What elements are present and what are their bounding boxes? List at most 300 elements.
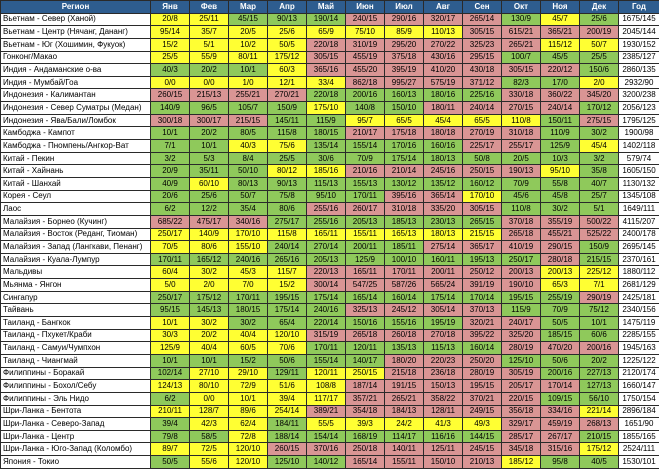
month-cell: 150/11: [541, 114, 580, 127]
month-cell: 250/17: [151, 228, 190, 241]
month-cell: 30/2: [541, 203, 580, 216]
month-cell: 200/13: [541, 266, 580, 279]
month-cell: 365/21: [541, 26, 580, 39]
region-cell: Малайзия - Восток (Реданг, Тиоман): [1, 228, 151, 241]
month-cell: 30/2: [190, 266, 229, 279]
month-cell: 371/12: [463, 76, 502, 89]
month-cell: 245/16: [424, 165, 463, 178]
year-total-cell: 1530/101: [619, 456, 659, 469]
month-cell: 305/15: [502, 64, 541, 77]
year-total-cell: 2385/127: [619, 51, 659, 64]
month-cell: 175/12: [268, 51, 307, 64]
region-cell: Гонконг/Макао: [1, 51, 151, 64]
month-cell: 29/10: [229, 367, 268, 380]
month-cell: 240/14: [463, 102, 502, 115]
month-cell: 140/8: [346, 102, 385, 115]
month-cell: 215/18: [385, 367, 424, 380]
month-cell: 150/6: [580, 64, 619, 77]
month-cell: 280/19: [463, 367, 502, 380]
month-cell: 109/15: [541, 392, 580, 405]
month-cell: 10/2: [229, 38, 268, 51]
month-cell: 225/12: [580, 266, 619, 279]
month-cell: 80/13: [229, 177, 268, 190]
month-cell: 685/22: [151, 215, 190, 228]
month-cell: 140/11: [385, 443, 424, 456]
year-total-cell: 1900/98: [619, 127, 659, 140]
month-cell: 27/10: [190, 367, 229, 380]
month-cell: 35/8: [580, 165, 619, 178]
month-cell: 358/22: [424, 392, 463, 405]
month-cell: 205/17: [502, 380, 541, 393]
month-cell: 220/15: [502, 392, 541, 405]
month-cell: 225/16: [463, 89, 502, 102]
month-cell: 290/16: [385, 13, 424, 26]
month-cell: 165/13: [385, 228, 424, 241]
month-cell: 150/16: [346, 317, 385, 330]
month-cell: 305/19: [502, 367, 541, 380]
region-cell: Филиппины - Бохол/Себу: [1, 380, 151, 393]
month-cell: 80/6: [190, 241, 229, 254]
month-cell: 62/4: [229, 418, 268, 431]
month-cell: 10/3: [541, 152, 580, 165]
month-cell: 410/19: [502, 241, 541, 254]
month-cell: 265/18: [346, 329, 385, 342]
column-header-month: Авг: [424, 1, 463, 14]
month-cell: 5/0: [151, 279, 190, 292]
month-cell: 79/8: [151, 430, 190, 443]
region-cell: Таиланд - Самуи/Чумпхон: [1, 342, 151, 355]
month-cell: 270/18: [424, 329, 463, 342]
month-cell: 325/20: [502, 329, 541, 342]
year-total-cell: 2056/123: [619, 102, 659, 115]
month-cell: 220/14: [307, 317, 346, 330]
month-cell: 250/15: [346, 367, 385, 380]
month-cell: 254/14: [268, 405, 307, 418]
region-cell: Тайвань: [1, 304, 151, 317]
month-cell: 325/13: [346, 304, 385, 317]
month-cell: 165/11: [346, 266, 385, 279]
month-cell: 45/7: [541, 13, 580, 26]
month-cell: 310/19: [346, 38, 385, 51]
month-cell: 140/17: [346, 354, 385, 367]
month-cell: 305/15: [307, 51, 346, 64]
month-cell: 265/15: [463, 215, 502, 228]
month-cell: 55/6: [190, 456, 229, 469]
month-cell: 25/5: [151, 51, 190, 64]
month-cell: 80/5: [229, 127, 268, 140]
table-row: [1, 165, 659, 178]
month-cell: 200/16: [541, 367, 580, 380]
month-cell: 240/16: [229, 253, 268, 266]
year-total-cell: 1880/112: [619, 266, 659, 279]
month-cell: 65/9: [307, 26, 346, 39]
region-cell: Сингапур: [1, 291, 151, 304]
month-cell: 96/5: [190, 102, 229, 115]
month-cell: 300/17: [190, 114, 229, 127]
column-header-month: Апр: [268, 1, 307, 14]
table-row: [1, 418, 659, 431]
region-cell: Китай - Хайнань: [1, 165, 151, 178]
month-cell: 60/3: [268, 64, 307, 77]
year-total-cell: 3200/238: [619, 89, 659, 102]
month-cell: 195/13: [463, 253, 502, 266]
table-row: [1, 405, 659, 418]
month-cell: 7/0: [229, 279, 268, 292]
month-cell: 210/13: [463, 456, 502, 469]
month-cell: 862/18: [346, 76, 385, 89]
month-cell: 210/15: [580, 430, 619, 443]
month-cell: 310/18: [502, 127, 541, 140]
year-total-cell: 2860/135: [619, 64, 659, 77]
month-cell: 70/9: [541, 304, 580, 317]
month-cell: 129/11: [268, 367, 307, 380]
month-cell: 150/10: [385, 102, 424, 115]
month-cell: 547/25: [346, 279, 385, 292]
month-cell: 175/14: [385, 152, 424, 165]
column-header-year: Год: [619, 1, 659, 14]
month-cell: 150/9: [268, 102, 307, 115]
month-cell: 315/19: [307, 329, 346, 342]
month-cell: 20/2: [190, 64, 229, 77]
month-cell: 160/13: [385, 89, 424, 102]
month-cell: 180/20: [385, 354, 424, 367]
month-cell: 200/11: [424, 266, 463, 279]
column-header-region: Регион: [1, 1, 151, 14]
month-cell: 110/13: [424, 26, 463, 39]
month-cell: 245/12: [385, 304, 424, 317]
month-cell: 20/5: [502, 152, 541, 165]
year-total-cell: 2285/155: [619, 329, 659, 342]
month-cell: 365/14: [424, 190, 463, 203]
month-cell: 305/14: [424, 304, 463, 317]
header-row: [1, 1, 659, 14]
year-total-cell: 2120/174: [619, 367, 659, 380]
month-cell: 70/9: [346, 152, 385, 165]
month-cell: 2/0: [580, 76, 619, 89]
month-cell: 265/18: [502, 228, 541, 241]
month-cell: 120/10: [229, 443, 268, 456]
month-cell: 65/3: [541, 279, 580, 292]
month-cell: 95/10: [307, 190, 346, 203]
month-cell: 265/21: [385, 392, 424, 405]
table-row: [1, 392, 659, 405]
month-cell: 0/0: [151, 76, 190, 89]
month-cell: 45/3: [229, 266, 268, 279]
month-cell: 125/9: [346, 253, 385, 266]
region-cell: Малайзия - Куала-Лумпур: [1, 253, 151, 266]
month-cell: 160/16: [424, 140, 463, 153]
month-cell: 355/19: [541, 215, 580, 228]
month-cell: 50/6: [268, 354, 307, 367]
year-total-cell: 2695/145: [619, 241, 659, 254]
year-total-cell: 1130/132: [619, 177, 659, 190]
month-cell: 255/19: [541, 291, 580, 304]
month-cell: 275/15: [580, 114, 619, 127]
month-cell: 49/3: [463, 418, 502, 431]
month-cell: 270/19: [463, 127, 502, 140]
month-cell: 250/20: [463, 354, 502, 367]
month-cell: 124/13: [151, 380, 190, 393]
month-cell: 65/5: [463, 114, 502, 127]
month-cell: 40/7: [580, 177, 619, 190]
year-total-cell: 4115/207: [619, 215, 659, 228]
month-cell: 165/11: [307, 228, 346, 241]
month-cell: 215/15: [580, 253, 619, 266]
month-cell: 268/13: [580, 418, 619, 431]
month-cell: 145/11: [268, 114, 307, 127]
region-cell: Таиланд - Чиангмай: [1, 354, 151, 367]
month-cell: 145/13: [190, 304, 229, 317]
month-cell: 184/11: [268, 418, 307, 431]
month-cell: 120/10: [268, 329, 307, 342]
region-cell: Китай - Пекин: [1, 152, 151, 165]
year-total-cell: 1660/147: [619, 380, 659, 393]
table-row: [1, 51, 659, 64]
table-row: [1, 253, 659, 266]
month-cell: 249/15: [463, 405, 502, 418]
month-cell: 150/10: [424, 456, 463, 469]
column-header-month: Июн: [346, 1, 385, 14]
table-row: [1, 13, 659, 26]
month-cell: 20/9: [151, 165, 190, 178]
month-cell: 120/11: [307, 367, 346, 380]
month-cell: 40/4: [190, 342, 229, 355]
month-cell: 110/9: [541, 127, 580, 140]
month-cell: 95/14: [151, 26, 190, 39]
month-cell: 58/5: [190, 430, 229, 443]
month-cell: 125/9: [151, 342, 190, 355]
month-cell: 140/12: [307, 456, 346, 469]
month-cell: 25/11: [190, 13, 229, 26]
month-cell: 75/12: [580, 304, 619, 317]
region-cell: Вьетнам - Центр (Нячанг, Дананг): [1, 26, 151, 39]
month-cell: 250/17: [151, 291, 190, 304]
month-cell: 7/1: [580, 279, 619, 292]
month-cell: 155/14: [346, 140, 385, 153]
month-cell: 70/9: [502, 177, 541, 190]
month-cell: 330/18: [502, 89, 541, 102]
month-cell: 185/12: [502, 456, 541, 469]
year-total-cell: 2896/184: [619, 405, 659, 418]
region-cell: Шри-Ланка - Бентота: [1, 405, 151, 418]
month-cell: 42/3: [190, 418, 229, 431]
month-cell: 370/21: [463, 392, 502, 405]
region-cell: Мьянма - Янгон: [1, 279, 151, 292]
month-cell: 205/13: [307, 253, 346, 266]
month-cell: 575/19: [424, 76, 463, 89]
month-cell: 170/11: [307, 342, 346, 355]
month-cell: 354/18: [346, 405, 385, 418]
month-cell: 356/18: [502, 405, 541, 418]
table-row: [1, 266, 659, 279]
table-row: [1, 317, 659, 330]
month-cell: 82/3: [502, 76, 541, 89]
month-cell: 170/11: [151, 253, 190, 266]
month-cell: 125/10: [502, 354, 541, 367]
year-total-cell: 2524/111: [619, 443, 659, 456]
month-cell: 20/2: [190, 127, 229, 140]
month-cell: 100/7: [502, 51, 541, 64]
month-cell: 260/18: [385, 329, 424, 342]
month-cell: 25/7: [580, 190, 619, 203]
month-cell: 120/10: [229, 456, 268, 469]
month-cell: 95/7: [346, 114, 385, 127]
table-row: [1, 291, 659, 304]
month-cell: 15/2: [151, 38, 190, 51]
month-cell: 130/12: [385, 177, 424, 190]
month-cell: 300/14: [307, 279, 346, 292]
month-cell: 184/13: [385, 405, 424, 418]
month-cell: 255/17: [502, 140, 541, 153]
month-cell: 30/3: [151, 329, 190, 342]
month-cell: 8/4: [229, 152, 268, 165]
month-cell: 215/15: [463, 228, 502, 241]
month-cell: 290/15: [541, 241, 580, 254]
column-header-month: Май: [307, 1, 346, 14]
month-cell: 320/17: [424, 13, 463, 26]
month-cell: 17/0: [541, 76, 580, 89]
month-cell: 115/13: [307, 177, 346, 190]
month-cell: 245/15: [463, 443, 502, 456]
year-total-cell: 1930/152: [619, 38, 659, 51]
month-cell: 210/16: [346, 165, 385, 178]
month-cell: 10/1: [580, 317, 619, 330]
month-cell: 89/6: [229, 405, 268, 418]
region-cell: Шри-Ланка - Северо-Запад: [1, 418, 151, 431]
month-cell: 270/14: [307, 241, 346, 254]
month-cell: 155/11: [385, 456, 424, 469]
month-cell: 25/6: [268, 26, 307, 39]
region-cell: Китай - Шанхай: [1, 177, 151, 190]
year-total-cell: 2400/178: [619, 228, 659, 241]
month-cell: 190/13: [502, 165, 541, 178]
year-total-cell: 1345/108: [619, 190, 659, 203]
month-cell: 270/22: [424, 38, 463, 51]
month-cell: 60/10: [190, 177, 229, 190]
table-row: [1, 114, 659, 127]
month-cell: 80/10: [190, 380, 229, 393]
month-cell: 50/5: [268, 38, 307, 51]
month-cell: 45/15: [229, 13, 268, 26]
region-cell: Малайзия - Борнео (Кучинг): [1, 215, 151, 228]
month-cell: 12/2: [190, 203, 229, 216]
month-cell: 0/0: [190, 392, 229, 405]
month-cell: 180/13: [424, 152, 463, 165]
month-cell: 30/2: [190, 317, 229, 330]
month-cell: 220/18: [307, 89, 346, 102]
month-cell: 220/13: [307, 266, 346, 279]
month-cell: 170/10: [229, 228, 268, 241]
year-total-cell: 2045/144: [619, 26, 659, 39]
month-cell: 45/4: [580, 140, 619, 153]
region-cell: Таиланд - Бангкок: [1, 317, 151, 330]
month-cell: 155/16: [385, 317, 424, 330]
month-cell: 10/1: [190, 354, 229, 367]
region-cell: Япония - Токио: [1, 456, 151, 469]
month-cell: 395/16: [385, 190, 424, 203]
year-total-cell: 1225/122: [619, 354, 659, 367]
month-cell: 5/1: [190, 38, 229, 51]
month-cell: 305/15: [463, 26, 502, 39]
month-cell: 75/6: [268, 140, 307, 153]
month-cell: 430/18: [463, 64, 502, 77]
month-cell: 10/1: [229, 64, 268, 77]
month-cell: 3/2: [580, 152, 619, 165]
month-cell: 1/0: [229, 76, 268, 89]
month-cell: 10/1: [151, 127, 190, 140]
table-row: [1, 152, 659, 165]
month-cell: 30/6: [307, 152, 346, 165]
year-total-cell: 579/74: [619, 152, 659, 165]
month-cell: 340/16: [229, 215, 268, 228]
month-cell: 6/2: [151, 203, 190, 216]
month-cell: 265/16: [268, 253, 307, 266]
month-cell: 220/18: [307, 38, 346, 51]
month-cell: 180/11: [424, 102, 463, 115]
month-cell: 75/10: [346, 26, 385, 39]
region-cell: Шри-Ланка - Юго-Запад (Коломбо): [1, 443, 151, 456]
month-cell: 175/12: [190, 291, 229, 304]
month-cell: 375/18: [385, 51, 424, 64]
month-cell: 160/11: [424, 253, 463, 266]
month-cell: 334/16: [541, 405, 580, 418]
month-cell: 80/11: [229, 51, 268, 64]
month-cell: 270/21: [268, 89, 307, 102]
month-cell: 410/20: [424, 64, 463, 77]
table-row: [1, 430, 659, 443]
month-cell: 45/6: [502, 190, 541, 203]
month-cell: 255/16: [307, 203, 346, 216]
month-cell: 10/1: [229, 392, 268, 405]
month-cell: 5/1: [580, 203, 619, 216]
table-row: [1, 228, 659, 241]
month-cell: 200/19: [580, 26, 619, 39]
month-cell: 35/4: [229, 203, 268, 216]
month-cell: 39/3: [346, 418, 385, 431]
month-cell: 33/4: [307, 76, 346, 89]
year-total-cell: 2370/161: [619, 253, 659, 266]
month-cell: 127/13: [580, 380, 619, 393]
region-cell: Филиппины - Боракай: [1, 367, 151, 380]
month-cell: 135/12: [424, 177, 463, 190]
month-cell: 20/5: [229, 26, 268, 39]
month-cell: 335/20: [424, 203, 463, 216]
month-cell: 144/15: [463, 430, 502, 443]
region-cell: Индонезия - Калимантан: [1, 89, 151, 102]
month-cell: 50/7: [229, 190, 268, 203]
month-cell: 60/6: [580, 329, 619, 342]
month-cell: 455/19: [346, 51, 385, 64]
month-cell: 155/11: [346, 228, 385, 241]
table-row: [1, 354, 659, 367]
year-total-cell: 2340/156: [619, 304, 659, 317]
month-cell: 240/14: [541, 102, 580, 115]
month-cell: 165/14: [346, 456, 385, 469]
month-cell: 365/16: [307, 64, 346, 77]
table-row: [1, 279, 659, 292]
month-cell: 525/22: [580, 228, 619, 241]
column-header-month: Мар: [229, 1, 268, 14]
table-row: [1, 367, 659, 380]
month-cell: 395/19: [385, 64, 424, 77]
month-cell: 72/9: [229, 380, 268, 393]
month-cell: 210/11: [151, 405, 190, 418]
month-cell: 185/15: [541, 329, 580, 342]
month-cell: 345/18: [502, 443, 541, 456]
month-cell: 160/14: [385, 291, 424, 304]
region-cell: Индия - Андаманские о-ва: [1, 64, 151, 77]
month-cell: 430/16: [424, 51, 463, 64]
